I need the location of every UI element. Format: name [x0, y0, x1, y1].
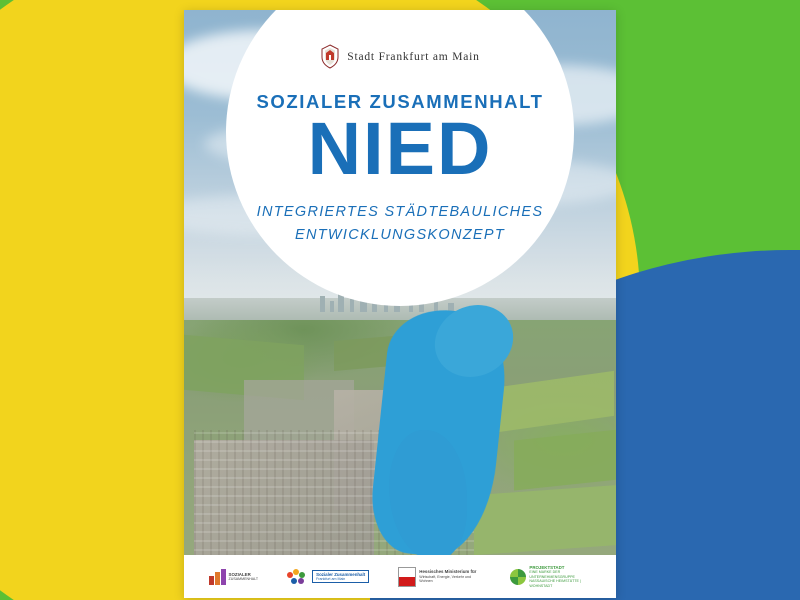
projektstadt-logo-line2: EINE MARKE DER UNTERNEHMENSGRUPPE NASSAUISCHE HEIMSTÄTTE | WOHNSTADT — [529, 570, 581, 588]
cover-title-block — [226, 44, 574, 246]
hessen-ministerium-logo — [398, 567, 481, 587]
hessen-ministerium-logo-line1: Hessisches Ministerium für — [419, 569, 477, 575]
projektstadt-logo — [510, 565, 591, 588]
hessen-ministerium-logo-text — [419, 569, 481, 583]
field-patch — [514, 429, 616, 490]
frankfurt-crest-icon — [320, 44, 340, 69]
city-crest-row — [226, 44, 574, 69]
cover-subtitle — [226, 201, 574, 246]
field-patch — [474, 485, 616, 555]
bundesprogramm-logo-text — [229, 572, 258, 582]
city-crest-label: Stadt Frankfurt am Main — [347, 50, 480, 63]
cover-subtitle-line-1: INTEGRIERTES STÄDTEBAULICHES — [256, 204, 544, 221]
projektstadt-logo-line1: PROJEKTSTADT — [529, 564, 565, 570]
frankfurt-sozial-logo — [287, 569, 369, 585]
bundesprogramm-logo — [209, 569, 258, 585]
cover-kicker: SOZIALER ZUSAMMENHALT — [256, 91, 544, 112]
frankfurt-sozial-logo-line2: Frankfurt am Main — [316, 577, 346, 581]
cover-title: NIED — [307, 107, 493, 190]
projektstadt-logo-text — [529, 565, 591, 588]
projektstadt-mark-icon — [510, 569, 526, 585]
hessen-flag-icon — [398, 567, 416, 587]
bundesprogramm-logo-line1: SOZIALER — [228, 571, 251, 577]
houses-icon — [209, 569, 226, 585]
people-icon — [287, 569, 309, 585]
frankfurt-sozial-logo-text — [312, 570, 369, 584]
bundesprogramm-logo-line2: ZUSAMMENHALT — [228, 577, 259, 581]
partner-logo-bar — [184, 555, 616, 598]
cover-subtitle-line-2: ENTWICKLUNGSKONZEPT — [295, 226, 505, 243]
hessen-ministerium-logo-line2: Wirtschaft, Energie, Verkehr und Wohnen — [419, 574, 472, 584]
document-cover-poster — [184, 10, 616, 598]
frankfurt-sozial-logo-line1: Sozialer Zusammenhalt — [316, 571, 366, 577]
